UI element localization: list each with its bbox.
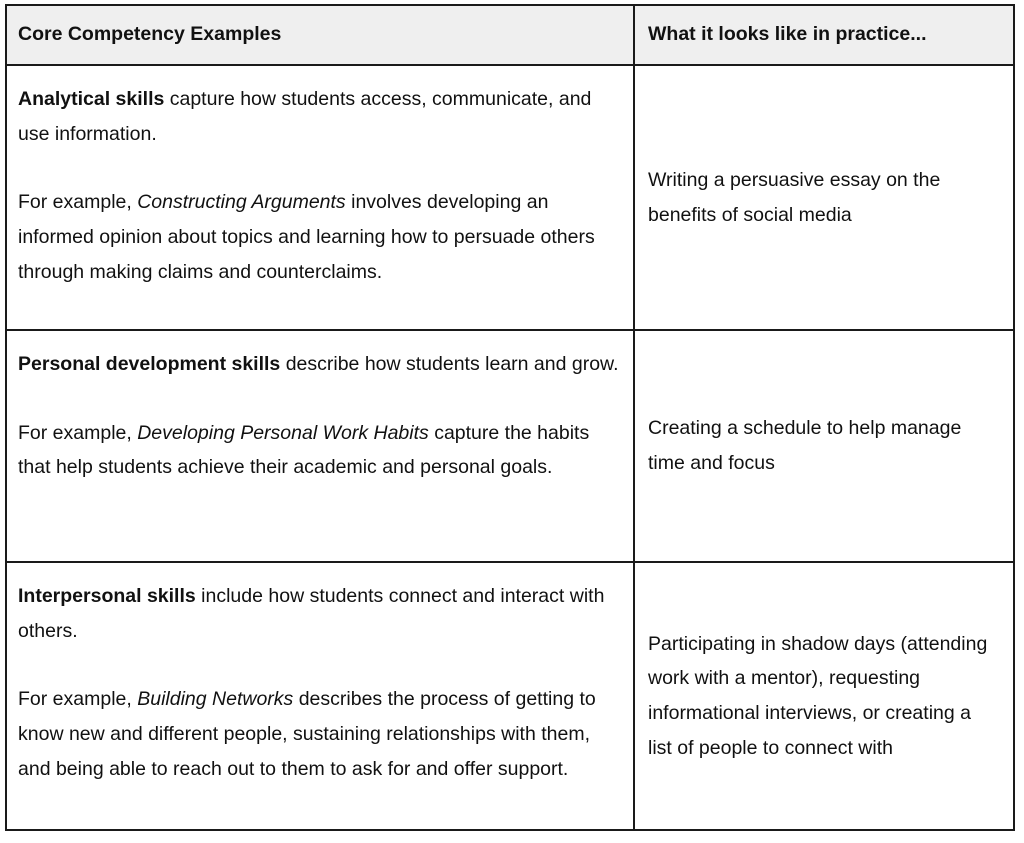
practice-example-cell: Participating in shadow days (attending work with a mentor), requesting informational interviews, or creating a list of people to connect with xyxy=(634,562,1014,830)
column-header-what-it-looks-like-in-practice: What it looks like in practice... xyxy=(634,5,1014,65)
competency-definition-paragraph xyxy=(18,347,619,382)
example-competency-term: Constructing Arguments xyxy=(137,191,346,214)
competency-example-paragraph xyxy=(18,416,619,485)
competency-description-cell xyxy=(6,65,634,330)
example-explanation-text: involves developing an informed opinion about topics and learning how to persuade others through making claims and counterclaims. xyxy=(18,191,595,283)
example-explanation-text: describes the process of getting to know new and different people, sustaining relationships with them, and being able to reach out to them to ask for and offer support. xyxy=(18,688,596,780)
example-intro-text: For example, xyxy=(18,421,138,444)
competency-name: Interpersonal skills xyxy=(18,585,196,607)
core-competency-table xyxy=(5,4,1015,831)
example-intro-text: For example, xyxy=(18,688,138,711)
competency-description-cell xyxy=(6,330,634,562)
competency-definition-text: include how students connect and interact with others. xyxy=(18,585,605,642)
competency-name: Analytical skills xyxy=(18,88,165,110)
table-row xyxy=(6,330,1014,562)
competency-name: Personal development skills xyxy=(18,353,281,375)
table-body xyxy=(6,65,1014,830)
competency-example-paragraph xyxy=(18,185,619,289)
competency-definition-text: describe how students learn and grow. xyxy=(280,353,619,375)
competency-definition-paragraph xyxy=(18,82,619,151)
competency-definition-text: capture how students access, communicate, and use information. xyxy=(18,88,592,145)
example-intro-text: For example, xyxy=(18,191,138,214)
practice-example-cell: Writing a persuasive essay on the benefits of social media xyxy=(634,65,1014,330)
table-header xyxy=(6,5,1014,65)
competency-example-paragraph xyxy=(18,682,619,786)
table-row xyxy=(6,562,1014,830)
competency-description-cell xyxy=(6,562,634,830)
practice-example-cell: Creating a schedule to help manage time and focus xyxy=(634,330,1014,562)
table-row xyxy=(6,65,1014,330)
example-competency-term: Building Networks xyxy=(137,688,294,711)
example-explanation-text: capture the habits that help students achieve their academic and personal goals. xyxy=(18,421,590,479)
competency-definition-paragraph xyxy=(18,579,619,648)
header-row xyxy=(6,5,1014,65)
column-header-core-competency-examples: Core Competency Examples xyxy=(6,5,634,65)
example-competency-term: Developing Personal Work Habits xyxy=(137,421,429,444)
